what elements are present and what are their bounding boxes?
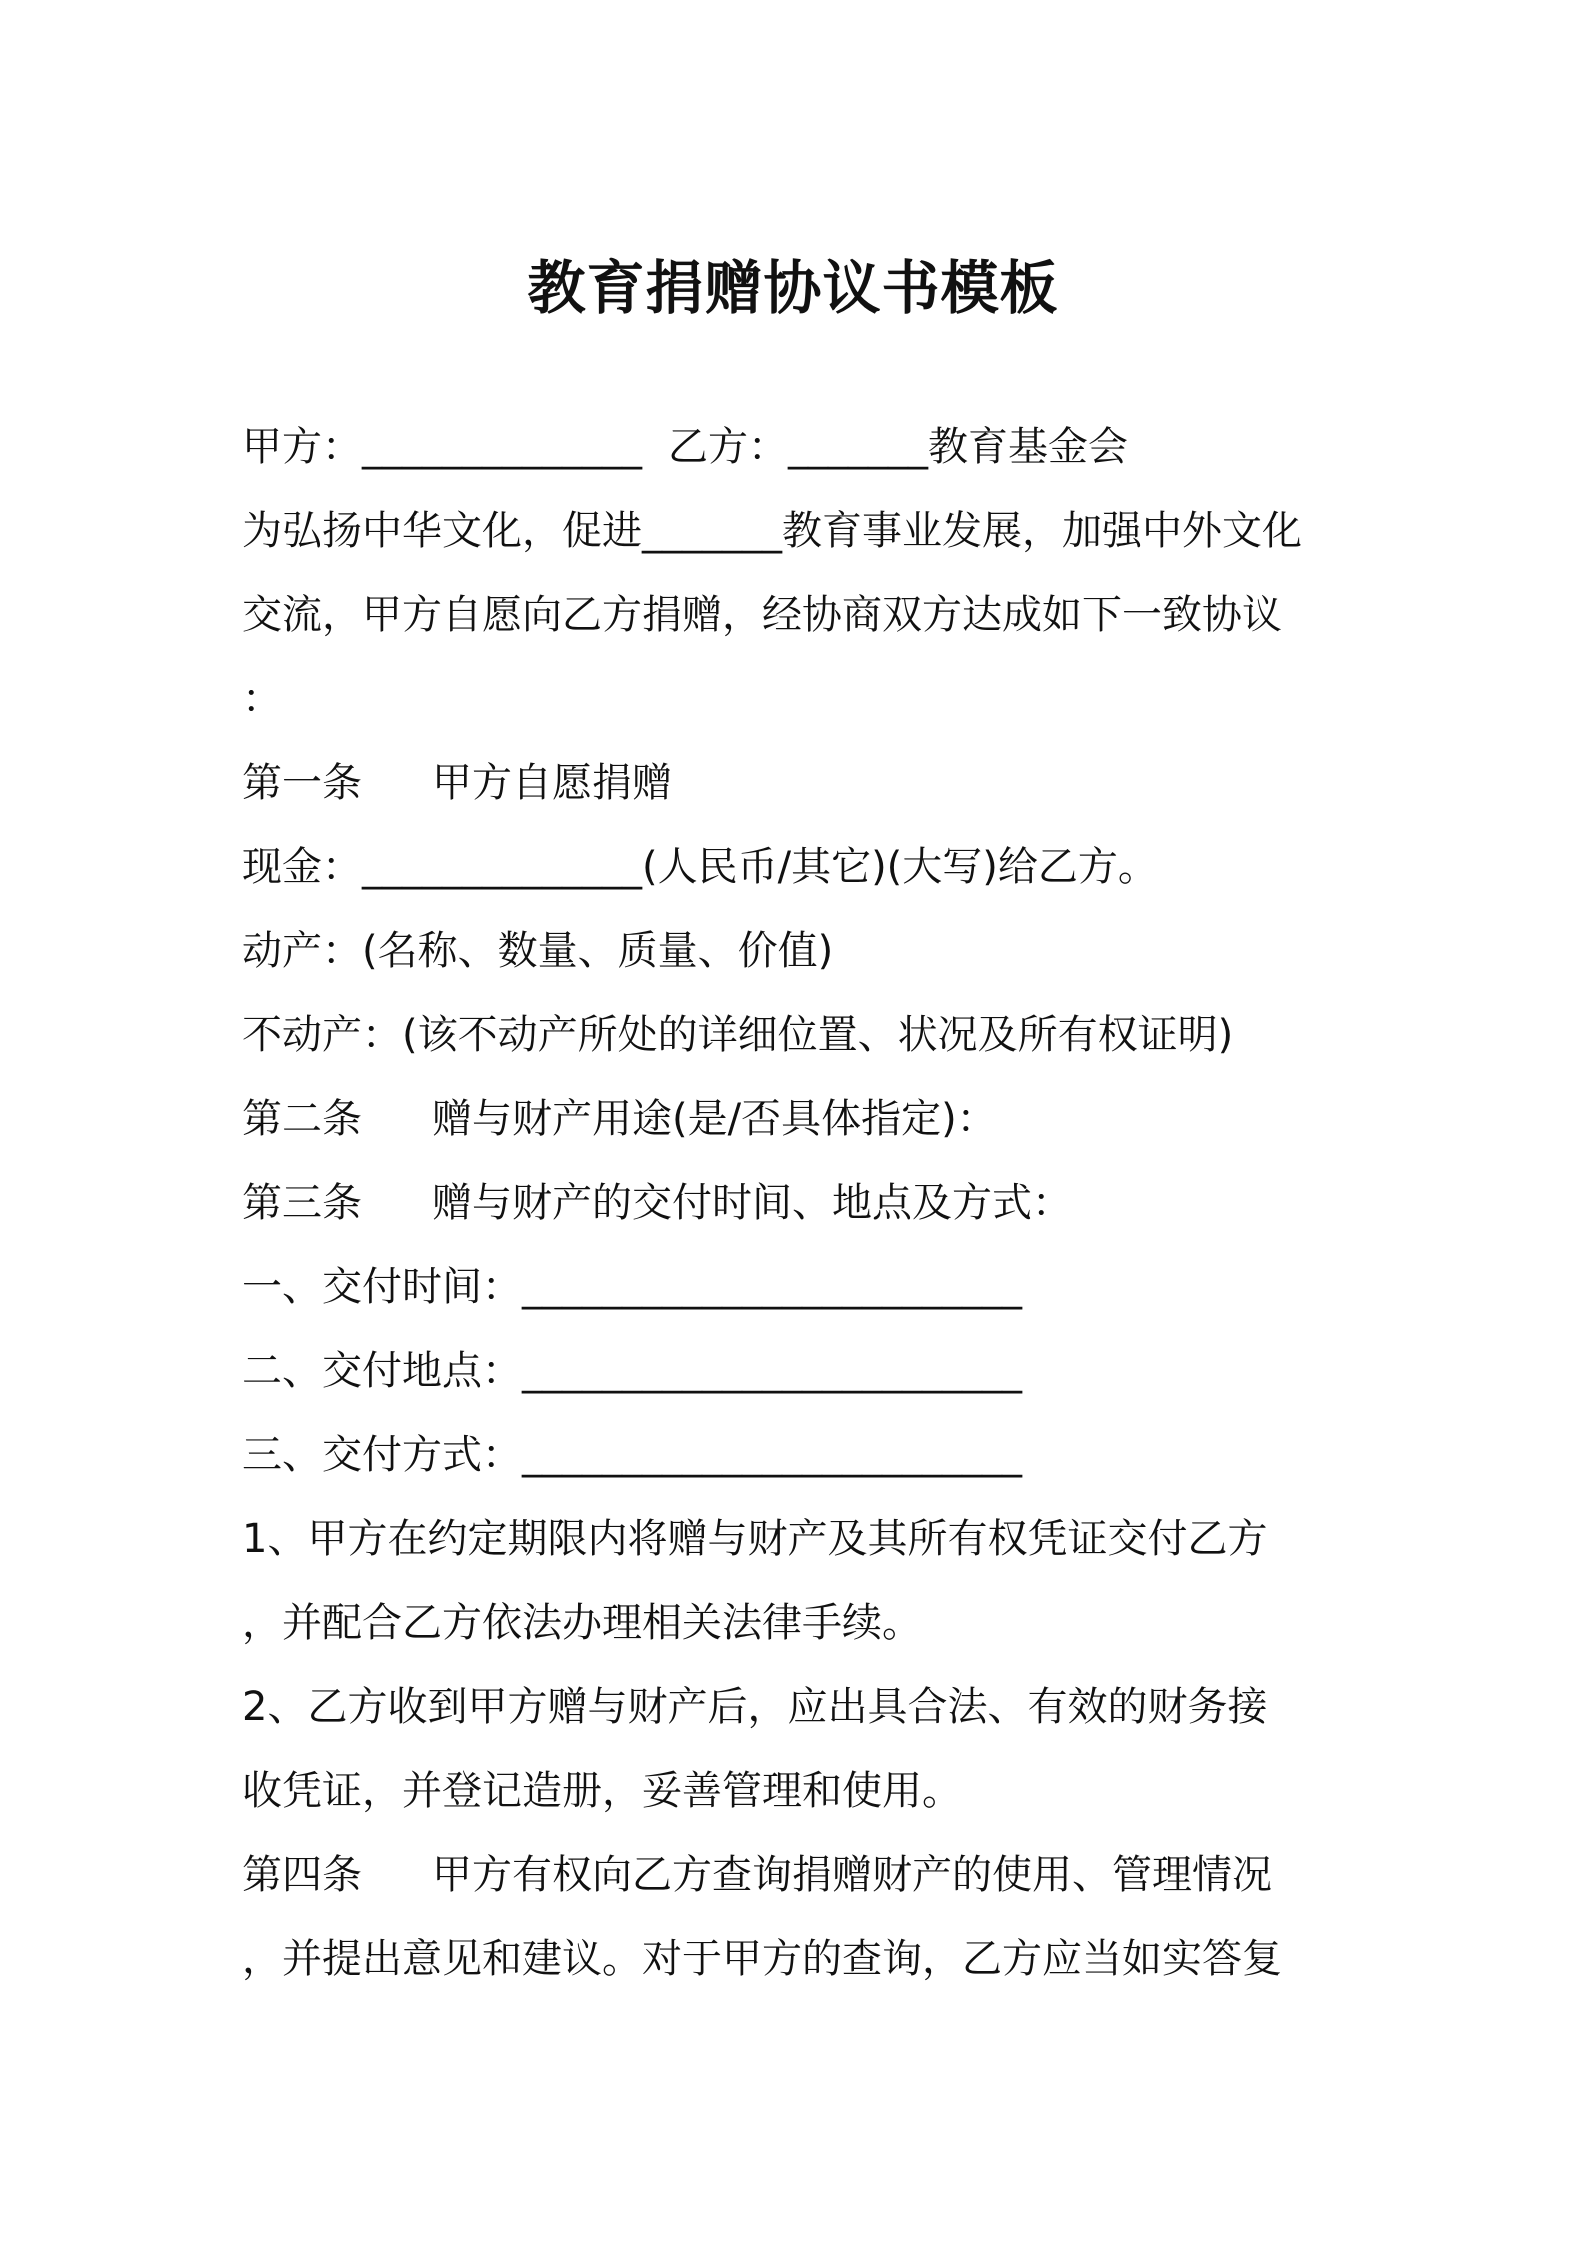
article-1-heading [242,741,1362,825]
intro-line-3: ： [242,676,282,722]
article-2-title: 赠与财产用途(是/否具体指定)： [432,1096,997,1142]
article-4-line-2: ，并提出意见和建议。对于甲方的查询，乙方应当如实答复 [242,1936,1282,1982]
parties-line [242,405,1362,489]
delivery-method: 三、交付方式：_________________________ [242,1432,1022,1478]
clause-2-line-2: 收凭证，并登记造册，妥善管理和使用。 [242,1768,962,1814]
article-1-movable: 动产：(名称、数量、质量、价值) [242,928,834,974]
article-3-label: 第三条 [242,1180,362,1226]
article-3-title: 赠与财产的交付时间、地点及方式： [432,1180,1072,1226]
party-b-field: 乙方：_______教育基金会 [668,424,1128,470]
article-1-label: 第一条 [242,760,362,806]
delivery-place: 二、交付地点：_________________________ [242,1348,1022,1394]
article-2-heading [242,1077,1362,1161]
article-4-heading [242,1833,1362,1917]
clause-2-line-1: 2、乙方收到甲方赠与财产后，应出具合法、有效的财务接 [242,1684,1268,1730]
article-2-label: 第二条 [242,1096,362,1142]
clause-1-line-2: ，并配合乙方依法办理相关法律手续。 [242,1600,922,1646]
intro-line-1: 为弘扬中华文化，促进_______教育事业发展，加强中外文化 [242,508,1302,554]
article-4-label: 第四条 [242,1852,362,1898]
article-3-heading [242,1161,1362,1245]
article-4-line-1: 甲方有权向乙方查询捐赠财产的使用、管理情况 [432,1852,1272,1898]
delivery-time: 一、交付时间：_________________________ [242,1264,1022,1310]
clause-1-line-1: 1、甲方在约定期限内将赠与财产及其所有权凭证交付乙方 [242,1516,1268,1562]
party-a-field: 甲方：______________ [242,424,642,470]
document-body [242,405,1362,2001]
article-1-immovable: 不动产：(该不动产所处的详细位置、状况及所有权证明) [242,1012,1234,1058]
document-title: 教育捐赠协议书模板 [527,254,1059,322]
article-1-cash: 现金：______________(人民币/其它)(大写)给乙方。 [242,844,1158,890]
article-1-title: 甲方自愿捐赠 [432,760,672,806]
intro-line-2: 交流，甲方自愿向乙方捐赠，经协商双方达成如下一致协议 [242,592,1282,638]
